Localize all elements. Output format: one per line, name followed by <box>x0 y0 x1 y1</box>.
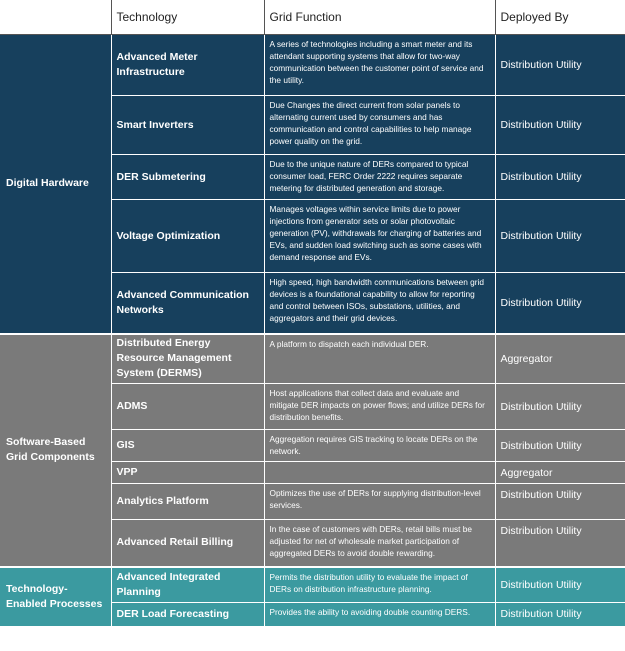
deployed-by-cell: Distribution Utility <box>495 200 625 273</box>
deployed-by-cell: Distribution Utility <box>495 520 625 567</box>
technology-cell: GIS <box>111 430 264 462</box>
technology-cell: Advanced Retail Billing <box>111 520 264 567</box>
header-blank-cell <box>0 0 111 35</box>
function-cell <box>264 462 495 484</box>
deployed-by-cell: Distribution Utility <box>495 155 625 200</box>
header-technology: Technology <box>111 0 264 35</box>
deployed-by-cell: Distribution Utility <box>495 384 625 430</box>
header-deployed-by: Deployed By <box>495 0 625 35</box>
technology-cell: Voltage Optimization <box>111 200 264 273</box>
category-digital-hardware: Digital Hardware <box>0 35 111 334</box>
table-row <box>0 334 625 384</box>
function-cell: Host applications that collect data and evaluate and mitigate DER impacts on power flows; and utilize DERs for distribution benefits. <box>264 384 495 430</box>
function-cell: Due to the unique nature of DERs compared to typical consumer load, FERC Order 2222 requires separate metering for distributed generation and storage. <box>264 155 495 200</box>
technology-cell: Advanced Communication Networks <box>111 273 264 334</box>
table-row <box>0 567 625 603</box>
deployed-by-cell: Distribution Utility <box>495 603 625 626</box>
category-technology-enabled: Technology-Enabled Processes <box>0 567 111 626</box>
function-cell: A platform to dispatch each individual DER. <box>264 334 495 384</box>
function-cell: Aggregation requires GIS tracking to locate DERs on the network. <box>264 430 495 462</box>
function-cell: In the case of customers with DERs, retail bills must be adjusted for net of wholesale market participation of aggregated DERs to avoid double rewarding. <box>264 520 495 567</box>
technology-cell: DER Submetering <box>111 155 264 200</box>
technology-cell: Smart Inverters <box>111 96 264 155</box>
category-software-based: Software-Based Grid Components <box>0 334 111 567</box>
deployed-by-cell: Distribution Utility <box>495 35 625 96</box>
technology-cell: Distributed Energy Resource Management System (DERMS) <box>111 334 264 384</box>
technology-cell: Advanced Meter Infrastructure <box>111 35 264 96</box>
deployed-by-cell: Distribution Utility <box>495 567 625 603</box>
technology-cell: ADMS <box>111 384 264 430</box>
technology-cell: Advanced Integrated Planning <box>111 567 264 603</box>
deployed-by-cell: Distribution Utility <box>495 96 625 155</box>
deployed-by-cell: Distribution Utility <box>495 484 625 520</box>
function-cell: Due Changes the direct current from solar panels to alternating current used by consumers and has communication and control capabilities to help manage power quality on the grid. <box>264 96 495 155</box>
function-cell: A series of technologies including a smart meter and its attendant supporting systems that allow for two-way communication between the customer point of service and the utility. <box>264 35 495 96</box>
technology-cell: Analytics Platform <box>111 484 264 520</box>
header-grid-function: Grid Function <box>264 0 495 35</box>
deployed-by-cell: Distribution Utility <box>495 430 625 462</box>
function-cell: Permits the distribution utility to evaluate the impact of DERs on distribution infrastructure planning. <box>264 567 495 603</box>
table-row <box>0 35 625 96</box>
function-cell: Optimizes the use of DERs for supplying distribution-level services. <box>264 484 495 520</box>
deployed-by-cell: Aggregator <box>495 462 625 484</box>
technology-cell: VPP <box>111 462 264 484</box>
function-cell: High speed, high bandwidth communications between grid devices is a foundational capability to allow for reporting and control between ISOs, substations, utilities, and aggregators and their grid devices. <box>264 273 495 334</box>
table-header-row <box>0 0 625 35</box>
deployed-by-cell: Aggregator <box>495 334 625 384</box>
function-cell: Manages voltages within service limits due to power injections from generator sets or solar photovoltaic generation (PV), withdrawals for charging of batteries and EVs, and sudden load switching such as some cases with demand response and EVs. <box>264 200 495 273</box>
function-cell: Provides the ability to avoiding double counting DERS. <box>264 603 495 626</box>
deployed-by-cell: Distribution Utility <box>495 273 625 334</box>
technology-cell: DER Load Forecasting <box>111 603 264 626</box>
